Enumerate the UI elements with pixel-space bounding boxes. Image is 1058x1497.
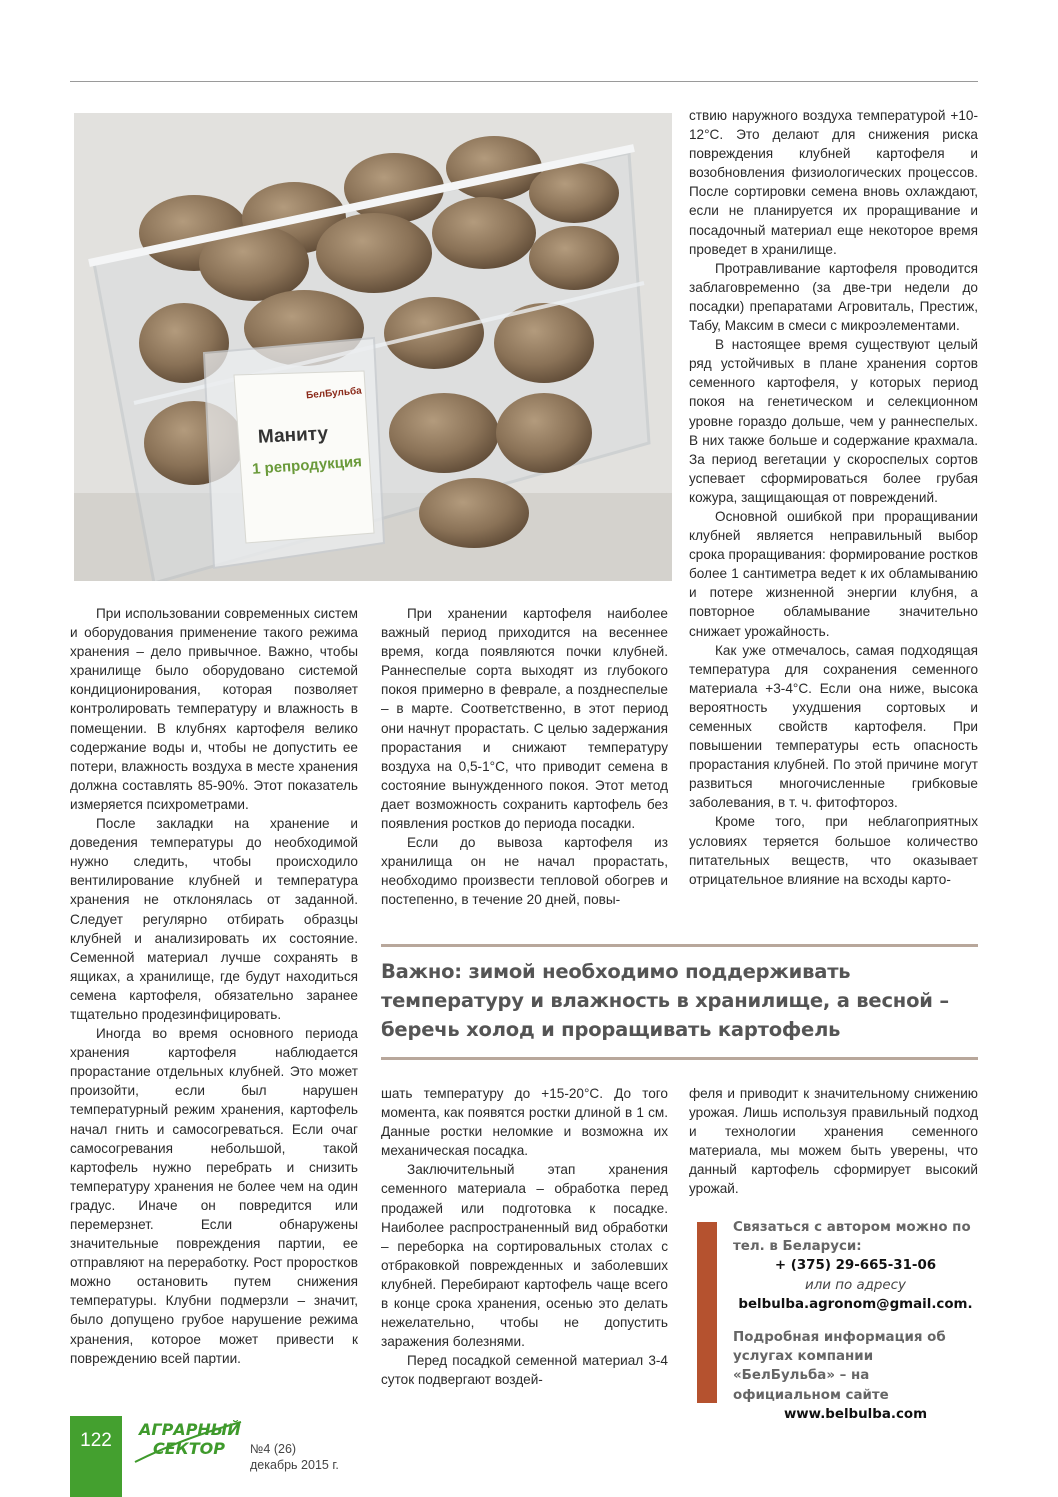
paragraph: Протравливание картофеля проводится заблаговременно (за две-три недели до посадки) препаратами Агровиталь, Престиж, Табу, Максим в смеси с микроэлементами. xyxy=(689,260,978,334)
contact-or-address: или по адресу xyxy=(805,1277,906,1293)
paragraph: Основной ошибкой при проращивании клубней является неправильный выбор срока проращивания: формирование ростков более 1 сантиметра ведет к их обламыванию и потере жизненной энергии клубня, а повторное обламывание значительно снижает урожайность. xyxy=(689,508,978,639)
contact-more-info: Подробная информация об услугах компании «БелБульба» – на официальном сайте xyxy=(733,1330,946,1403)
column-3-lower xyxy=(689,1084,978,1199)
logo-line-2: СЕКТОР xyxy=(153,1439,225,1458)
column-2-lower xyxy=(381,1084,668,1390)
contact-intro: Связаться с автором можно по тел. в Беларуси: xyxy=(733,1220,971,1255)
column-1 xyxy=(70,604,358,1368)
logo-line-1: АГРАРНЫЙ xyxy=(139,1420,241,1439)
contact-website[interactable]: www.belbulba.com xyxy=(783,1406,928,1422)
paragraph: При использовании современных систем и оборудования применение такого режима хранения – дело привычное. Важно, чтобы хранилище было оборудовано системой кондиционирования, которая позволяет контролировать температуру и влажность в помещении. В клубнях картофеля велико содержание воды и, чтобы не допустить ее потери, влажность воздуха в месте хранения должна составлять 85-90%. Этот показатель измеряется психрометрами. xyxy=(70,606,358,812)
paragraph: Перед посадкой семенной материал 3-4 суток подвергают воздей- xyxy=(381,1353,668,1388)
potato-box-photo xyxy=(74,113,672,581)
label-variety: Маниту xyxy=(257,423,329,448)
contact-email[interactable]: belbulba.agronom@gmail.com. xyxy=(738,1296,973,1312)
top-rule xyxy=(70,81,978,82)
paragraph: Кроме того, при неблагоприятных условиях теряется большое количество питательных веществ, что оказывает отрицательное влияние на всходы карто- xyxy=(689,814,978,887)
label-brand: БелБульба xyxy=(305,385,363,402)
page-number: 122 xyxy=(80,1430,112,1451)
paragraph: Как уже отмечалось, самая подходящая температура для сохранения семенного материала +3-4°С. Если она ниже, высока вероятность ухудшения сортовых и семенных свойств картофеля. При повышении температуры есть опасность прорастания клубней. По этой причине могут развиться многочисленные грибковые заболевания, в т. ч. фитофтороз. xyxy=(689,642,978,811)
issue-number: №4 (26) xyxy=(250,1442,297,1456)
paragraph: В настоящее время существуют целый ряд устойчивых в плане хранения сортов семенного картофеля, у которых период покоя на генетическом и селекционном уровне гораздо дольше, чем у раннеспелых. В них также больше и содержание крахмала. За период вегетации у скороспелых сортов успевает сформироваться более грубая кожура, защищающая от повреждений. xyxy=(689,337,978,505)
contact-box xyxy=(733,1218,978,1424)
paragraph: ствию наружного воздуха температурой +10-12°С. Это делают для снижения риска повреждения клубней картофеля и возобновления физиологических процессов. После сортировки семена вновь охлаждают, если не планируется их проращивание и посадочный материал еще некоторое время проведет в хранилище. xyxy=(689,108,978,257)
column-2 xyxy=(381,604,668,910)
paragraph: Если до вывоза картофеля из хранилища он не начал прорастать, необходимо произвести тепловой обогрев и постепенно, в течение 20 дней, повы- xyxy=(381,835,668,908)
paragraph: Заключительный этап хранения семенного материала – обработка перед продажей или подготовка к посадке. Наиболее распространенный вид обработки – переборка на сортировальных столах с отбраковкой поврежденных и заболевших клубней. Перебирают картофель чаще всего в конце срока хранения, осенью это делать нежелательно, чтобы не допустить заражения болезнями. xyxy=(381,1162,668,1350)
contact-phone[interactable]: + (375) 29-665-31-06 xyxy=(774,1258,937,1274)
callout-quote: Важно: зимой необходимо поддерживать температуру и влажность в хранилище, а весной – беречь холод и проращивать картофель xyxy=(381,960,949,1041)
paragraph: При хранении картофеля наиболее важный период приходится на весеннее время, когда появляются почки клубней. Раннеспелые сорта выходят из глубокого покоя примерно в феврале, а позднеспелые – в марте. Соответственно, в этот период они начнут прорастать. С целью задержания прорастания и снижают температуру воздуха на 0,5-1°С, что приводит семена в состояние вынужденного покоя. Этот метод дает возможность сохранить картофель без появления ростков до периода посадки. xyxy=(381,606,668,832)
magazine-logo xyxy=(133,1418,245,1470)
paragraph: феля и приводит к значительному снижению урожая. Лишь используя правильный подход и технологии хранения семенного материала, мы можем быть уверены, что данный картофель сформирует высокий урожай. xyxy=(689,1086,978,1197)
label-reproduction: 1 репродукция xyxy=(251,453,363,478)
issue-date: декабрь 2015 г. xyxy=(250,1458,339,1472)
issue-info xyxy=(250,1441,339,1473)
paragraph: шать температуру до +15-20°С. До того момента, как появятся ростки длиной в 1 см. Данные ростки неломкие и возможна их механическая посадка. xyxy=(381,1086,668,1159)
paragraph: Иногда во время основного периода хранения картофеля наблюдается прорастание отдельных клубней. Это может произойти, если был нарушен температурный режим хранения, картофель начал гнить и самосогреваться. Если очаг самосогревания небольшой, такой картофель нужно перебрать и снизить температуру хранения не более чем на один градус. Иначе он повредится или перемерзнет. Если обнаружены значительные повреждения партии, ее отправляют на переработку. Рост проростков можно остановить путем снижения температуры. Клубни подмерзли – значит, было допущено грубое нарушение режима хранения, которое может привести к повреждению всей партии. xyxy=(70,1026,358,1366)
contact-accent-bar xyxy=(697,1222,717,1403)
paragraph: После закладки на хранение и доведения температуры до необходимой нужно следить, чтобы происходило вентилирование клубней и температура хранения не отклонялась от заданной. Следует регулярно отбирать образцы клубней и анализировать их состояние. Семенной материал лучше сохранять в ящиках, а хранилище, где будут находиться семена картофеля, обязательно заранее тщательно продезинфицировать. xyxy=(70,816,358,1022)
footer-green-block xyxy=(70,1416,122,1497)
logo-swoosh-icon xyxy=(133,1418,245,1470)
column-3 xyxy=(689,106,978,889)
callout-rule-top xyxy=(381,944,978,947)
callout-rule-bottom xyxy=(381,1057,978,1060)
